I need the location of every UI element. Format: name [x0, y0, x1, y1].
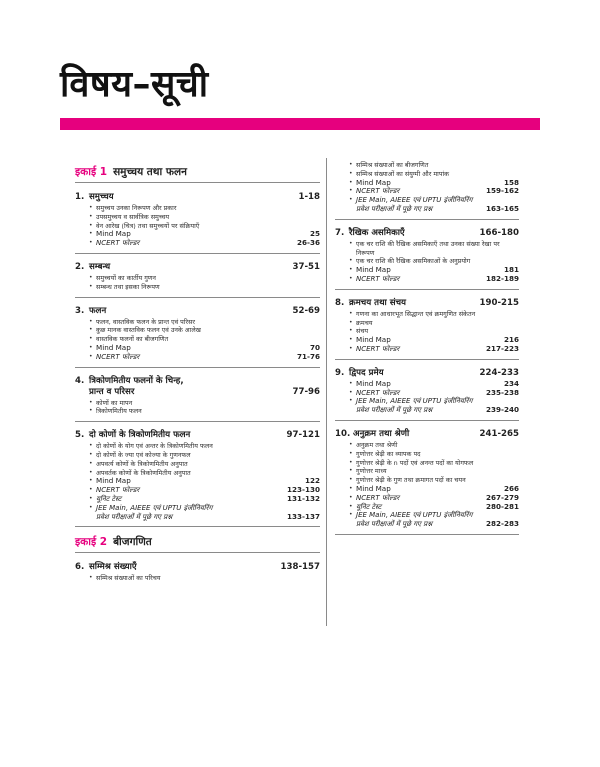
ncert-folder-item: • NCERT फोल्डर 267-279 — [349, 492, 519, 502]
topic-item: • गुणोत्तर श्रेढ़ी का व्यापक पद — [349, 449, 421, 458]
mind-map-item: • Mind Map 216 — [349, 335, 519, 345]
unit-2-heading: इकाई 2 बीजगणित — [75, 535, 320, 553]
ncert-folder-item: • NCERT फोल्डर 123-130 — [89, 485, 320, 495]
topic-item: • एक चर राशि की रैखिक असमिकाओं के अनुप्रयोग — [349, 257, 471, 266]
topic-item: • गुणोत्तर श्रेढ़ी के n पदों एवं अनन्त पदों का योगफल — [349, 458, 474, 467]
ncert-folder-item: • NCERT फोल्डर 159-162 — [349, 186, 519, 196]
topic-item: • फलन, वास्तविक फलन के प्रान्त एवं परिसर — [89, 317, 196, 326]
entrance-questions-item: • JEE Main, AIEEE एवं UPTU इंजीनियरिंग प्रवेश परीक्षाओं में पूछे गए प्रश्न 282-283 — [349, 511, 519, 529]
toc-right-column — [335, 160, 519, 543]
topic-item: • समुच्चयों का कार्तीय गुणन — [89, 273, 156, 282]
unit-test-item: • यूनिट टेस्ट 280-281 — [349, 501, 519, 511]
mind-map-item: • Mind Map 234 — [349, 378, 519, 388]
title-underline-bar — [60, 118, 540, 130]
mind-map-item: • Mind Map 181 — [349, 265, 519, 275]
topic-item: • कुछ मानक वास्तविक फलन एवं उनके आलेख — [89, 326, 201, 335]
chapter-9[interactable]: 9. द्विपद प्रमेय 224-233 • Mind Map 234 • NCERT फोल्डर 235-238 • JEE Main, AIEEE एवं UPTU इंजीनियरिंग प्रवेश परीक्षाओं में पूछे गए प्रश्न 239-240 — [335, 368, 519, 421]
unit-1-heading: इकाई 1 समुच्चय तथा फलन — [75, 165, 320, 183]
ncert-folder-item: • NCERT फोल्डर 217-223 — [349, 343, 519, 353]
chapter-title: सम्मिश्र संख्याएँ — [89, 562, 137, 573]
ncert-folder-item: • NCERT फोल्डर 71-76 — [89, 351, 320, 361]
chapter-5[interactable]: 5. दो कोणों के त्रिकोणमितीय फलन 97-121 • दो कोणों के योग एवं अन्तर के त्रिकोणमितीय फलन • दो कोणों के ज्या एवं कोज्या के गुणनफल • अपवर्त्य कोणों के त्रिकोणमितीय अनुपात • अपवर्तक कोणों के त्रिकोणमितीय अनुपात • Mind Map 122 • NCERT फोल्डर 123-130 • यूनिट टेस्ट 131-132 • JEE Main, AIEEE एवं UPTU इंजीनियरिंग प्रवेश परीक्षाओं में पूछे गए प्रश्न 133-137 — [75, 430, 320, 527]
chapter-title: रैखिक असमिकाएँ — [349, 227, 405, 238]
ncert-folder-item: • NCERT फोल्डर 26-36 — [89, 238, 320, 248]
column-divider — [326, 158, 327, 626]
mind-map-item: • Mind Map 158 — [349, 177, 519, 187]
topic-item: • वास्तविक फलनों का बीजगणित — [89, 335, 169, 344]
chapter-8[interactable]: 8. क्रमचय तथा संचय 190-215 • गणना का आधारभूत सिद्धान्त एवं क्रमगुणित संकेतन • क्रमचय • संचय • Mind Map 216 • NCERT फोल्डर 217-223 — [335, 298, 519, 360]
chapter-title: समुच्चय — [89, 192, 114, 202]
topic-item: • अपवर्तक कोणों के त्रिकोणमितीय अनुपात — [89, 468, 191, 477]
topic-item: • अनुक्रम तथा श्रेणी — [349, 440, 398, 449]
ncert-folder-item: • NCERT फोल्डर 182-189 — [349, 273, 519, 283]
topic-item: • दो कोणों के ज्या एवं कोज्या के गुणनफल — [89, 450, 191, 459]
chapter-4[interactable]: 4. त्रिकोणमितीय फलनों के चिन्ह, प्रान्त व परिसर 77-96 • कोणों का मापन • त्रिकोणमितीय फलन — [75, 376, 320, 423]
topic-item: • गुणोत्तर माध्य — [349, 467, 387, 476]
chapter-title: अनुक्रम तथा श्रेणी — [353, 428, 410, 439]
chapter-title: द्विपद प्रमेय — [349, 367, 384, 378]
chapter-title: दो कोणों के त्रिकोणमितीय फलन — [89, 430, 191, 441]
chapter-pages: 97-121 — [286, 430, 320, 441]
chapter-pages: 166-180 — [479, 227, 519, 238]
topic-item: • त्रिकोणमितीय फलन — [89, 407, 142, 416]
mind-map-item: • Mind Map 122 — [89, 476, 320, 486]
chapter-title: फलन — [89, 305, 107, 316]
topic-item: • संचय — [349, 327, 369, 336]
entrance-questions-item: • JEE Main, AIEEE एवं UPTU इंजीनियरिंग प्रवेश परीक्षाओं में पूछे गए प्रश्न 239-240 — [349, 397, 519, 415]
topic-item: • सम्मिश्र संख्याओं का बीजगणित — [349, 161, 429, 169]
mind-map-item: • Mind Map 266 — [349, 483, 519, 493]
topic-item: • गुणोत्तर श्रेढ़ी के गुण तथा क्रमागत पदों का चयन — [349, 476, 466, 485]
chapter-pages: 1-18 — [298, 192, 320, 202]
entrance-questions-item: • JEE Main, AIEEE एवं UPTU इंजीनियरिंग प्रवेश परीक्षाओं में पूछे गए प्रश्न 163-165 — [349, 196, 519, 213]
unit-test-item: • यूनिट टेस्ट 131-132 — [89, 493, 320, 503]
topic-item: • दो कोणों के योग एवं अन्तर के त्रिकोणमितीय फलन — [89, 442, 213, 451]
toc-left-column — [75, 165, 320, 596]
topic-item: • वेन आरेख (चित्र) तथा समुच्चयों पर संक्रियाएँ — [89, 221, 200, 230]
topic-item: • क्रमचय — [349, 318, 373, 327]
chapter-6-continued[interactable] — [335, 161, 519, 220]
chapter-pages: 37-51 — [292, 261, 320, 272]
mind-map-item: • Mind Map 70 — [89, 342, 320, 352]
chapter-7[interactable]: 7. रैखिक असमिकाएँ 166-180 • एक चर राशि की रैखिक असमिकाएँ तथा उनका संख्या रेखा पर निरूपण • एक चर राशि की रैखिक असमिकाओं के अनुप्रयोग • Mind Map 181 • NCERT फोल्डर 182-189 — [335, 228, 519, 290]
topic-item: • अपवर्त्य कोणों के त्रिकोणमितीय अनुपात — [89, 459, 188, 468]
topic-item: • सम्मिश्र संख्याओं का संयुग्मी और मापांक — [349, 169, 450, 178]
topic-item: • कोणों का मापन — [89, 398, 133, 407]
topic-item: • सम्बन्ध तथा इसका निरूपण — [89, 282, 160, 291]
chapter-pages: 52-69 — [292, 305, 320, 316]
mind-map-item: • Mind Map 25 — [89, 229, 320, 239]
topic-item: • एक चर राशि की रैखिक असमिकाएँ तथा उनका संख्या रेखा पर निरूपण — [349, 239, 500, 257]
chapter-10[interactable]: 10. अनुक्रम तथा श्रेणी 241-265 • अनुक्रम तथा श्रेणी • गुणोत्तर श्रेढ़ी का व्यापक पद • गुणोत्तर श्रेढ़ी के n पदों एवं अनन्त पदों का योगफल • गुणोत्तर माध्य • गुणोत्तर श्रेढ़ी के गुण तथा क्रमागत पदों का चयन • Mind Map 266 • NCERT फोल्डर 267-279 • यूनिट टेस्ट 280-281 • JEE Main, AIEEE एवं UPTU इंजीनियरिंग प्रवेश परीक्षाओं में पूछे गए प्रश्न 282-283 — [335, 429, 519, 535]
chapter-pages: 241-265 — [479, 428, 519, 439]
chapter-pages: 138-157 — [280, 562, 320, 573]
topic-item: • सम्मिश्र संख्याओं का परिचय — [89, 574, 161, 583]
chapter-6[interactable]: 6. सम्मिश्र संख्याएँ 138-157 • सम्मिश्र संख्याओं का परिचय — [75, 562, 320, 583]
chapter-title: त्रिकोणमितीय फलनों के चिन्ह, प्रान्त व परिसर — [89, 375, 184, 397]
ncert-folder-item: • NCERT फोल्डर 235-238 — [349, 387, 519, 397]
entrance-questions-item: • JEE Main, AIEEE एवं UPTU इंजीनियरिंग प्रवेश परीक्षाओं में पूछे गए प्रश्न 133-137 — [89, 503, 320, 521]
chapter-pages: 224-233 — [479, 367, 519, 378]
chapter-title: क्रमचय तथा संचय — [349, 297, 407, 308]
chapter-2[interactable]: 2. सम्बन्ध 37-51 • समुच्चयों का कार्तीय गुणन • सम्बन्ध तथा इसका निरूपण — [75, 262, 320, 298]
chapter-title: सम्बन्ध — [89, 261, 111, 272]
chapter-3[interactable]: 3. फलन 52-69 • फलन, वास्तविक फलन के प्रान्त एवं परिसर • कुछ मानक वास्तविक फलन एवं उनके आलेख • वास्तविक फलनों का बीजगणित • Mind Map 70 • NCERT फोल्डर 71-76 — [75, 306, 320, 368]
topic-item: • समुच्चय उनका निरूपण और प्रकार — [89, 204, 177, 212]
chapter-1[interactable]: 1. समुच्चय 1-18 • समुच्चय उनका निरूपण और प्रकार • उपसमुच्चय व सार्वत्रिक समुच्चय • वेन आरेख (चित्र) तथा समुच्चयों पर संक्रियाएँ • Mind Map 25 • NCERT फोल्डर 26-36 — [75, 192, 320, 254]
page-title: विषय–सूची — [60, 64, 209, 105]
topic-item: • गणना का आधारभूत सिद्धान्त एवं क्रमगुणित संकेतन — [349, 309, 476, 318]
chapter-pages: 77-96 — [292, 386, 320, 397]
chapter-pages: 190-215 — [479, 297, 519, 308]
topic-item: • उपसमुच्चय व सार्वत्रिक समुच्चय — [89, 212, 170, 221]
